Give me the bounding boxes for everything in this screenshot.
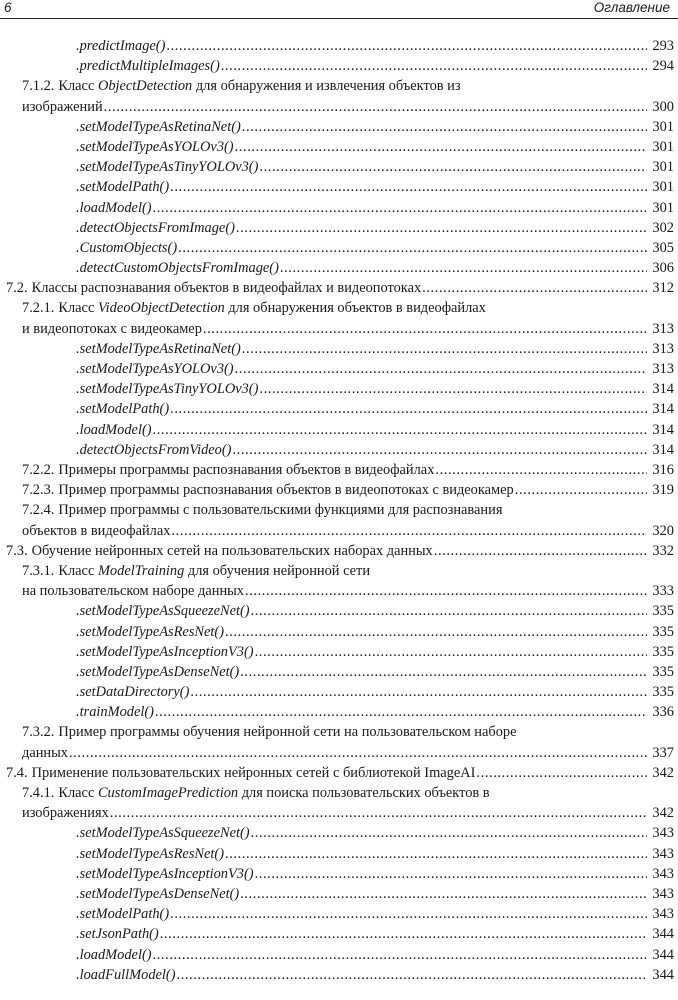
toc-entry[interactable] [22, 298, 678, 338]
toc-entry[interactable] [76, 56, 678, 76]
toc-method-name: .setModelTypeAsRetinaNet() [76, 340, 241, 357]
toc-entry-title: Класс [58, 785, 98, 802]
toc-section-number: 7.1.2. [22, 78, 55, 95]
leader-dots [69, 743, 647, 763]
toc-page-number: 344 [652, 926, 674, 943]
toc-section-number: 7.3. [6, 542, 28, 559]
toc-entry-first-line [22, 500, 678, 520]
toc-entry-first-line [22, 722, 678, 742]
toc-class-name: CustomImagePrediction [97, 785, 239, 802]
toc-entry[interactable] [76, 601, 678, 621]
toc-entry[interactable] [76, 864, 678, 884]
toc-entry[interactable] [76, 622, 678, 642]
toc-entry[interactable] [6, 763, 678, 783]
toc-page-number: 301 [652, 159, 674, 176]
leader-dots [170, 904, 647, 924]
toc-entry[interactable] [22, 561, 678, 601]
toc-page-number: 335 [652, 684, 674, 701]
toc-entry[interactable] [76, 823, 678, 843]
toc-entry-title: Пример программы с пользовательскими функциями для распознавания [58, 502, 503, 519]
toc-entry-title: Класс [58, 562, 98, 579]
leader-dots [190, 682, 647, 702]
toc-page-number: 302 [652, 219, 674, 236]
toc-entry[interactable] [76, 440, 678, 460]
toc-entry[interactable] [22, 480, 678, 500]
toc-page-number: 314 [652, 381, 674, 398]
toc-page-number: 313 [652, 340, 674, 357]
leader-dots [242, 117, 647, 137]
toc-entry-continuation [22, 803, 678, 823]
toc-entry-title: Примеры программы распознавания объектов в видеофайлах [58, 461, 435, 478]
toc-entry[interactable] [22, 722, 678, 762]
toc-method-name: .setModelTypeAsResNet() [76, 845, 224, 862]
toc-section-number: 7.4.1. [22, 785, 55, 802]
leader-dots [240, 884, 647, 904]
toc-entry[interactable] [22, 460, 678, 480]
toc-entry-title: Пример программы распознавания объектов в видеопотоках с видеокамер [58, 482, 514, 499]
toc-page-number: 335 [652, 643, 674, 660]
leader-dots [476, 763, 647, 783]
toc-page-number: 306 [652, 260, 674, 277]
toc-method-name: .setModelTypeAsRetinaNet() [76, 118, 241, 135]
leader-dots [225, 622, 647, 642]
toc-page-number: 301 [652, 118, 674, 135]
toc-method-name: .loadModel() [76, 421, 152, 438]
toc-page-number: 342 [652, 764, 674, 781]
toc-page-number: 314 [652, 441, 674, 458]
leader-dots [515, 480, 647, 500]
toc-method-name: .CustomObjects() [76, 239, 178, 256]
toc-entry[interactable] [6, 541, 678, 561]
leader-dots [240, 662, 647, 682]
toc-page-number: 336 [652, 704, 674, 721]
toc-section-number: 7.2.2. [22, 461, 55, 478]
leader-dots [166, 36, 647, 56]
leader-dots [221, 56, 647, 76]
toc-entry-title-cont: на пользовательском наборе данных [22, 583, 245, 600]
toc-entry[interactable] [76, 904, 678, 924]
leader-dots [160, 924, 647, 944]
toc-method-name: .setModelTypeAsSqueezeNet() [76, 825, 250, 842]
toc-page-number: 344 [652, 966, 674, 983]
leader-dots [155, 702, 647, 722]
running-title: Оглавление [593, 0, 670, 15]
leader-dots [255, 864, 647, 884]
toc-entry-title: Обучение нейронных сетей на пользовательских наборах данных [31, 542, 433, 559]
table-of-contents [0, 36, 678, 985]
toc-method-name: .loadModel() [76, 199, 152, 216]
toc-entry-title-cont: и видеопотоках с видеокамер [22, 320, 202, 337]
toc-page-number: 335 [652, 603, 674, 620]
toc-entry-title-rest: для поиска пользовательских объектов в [238, 785, 490, 802]
toc-page-number: 343 [652, 906, 674, 923]
toc-page-number: 293 [652, 38, 674, 54]
toc-method-name: .setModelPath() [76, 906, 170, 923]
toc-entry-first-line [22, 561, 678, 581]
toc-page-number: 335 [652, 663, 674, 680]
toc-method-name: .predictImage() [76, 38, 166, 54]
toc-page-number: 316 [652, 461, 674, 478]
toc-entry[interactable] [76, 924, 678, 944]
toc-entry-title: Применение пользовательских нейронных сетей с библиотекой ImageAI [31, 764, 476, 781]
toc-class-name: VideoObjectDetection [97, 300, 225, 317]
toc-section-number: 7.3.1. [22, 562, 55, 579]
toc-page-number: 300 [652, 98, 674, 115]
page-header [0, 0, 678, 19]
toc-entry[interactable] [22, 500, 678, 540]
toc-page-number: 314 [652, 421, 674, 438]
toc-method-name: .loadModel() [76, 946, 152, 963]
leader-dots [251, 823, 647, 843]
toc-method-name: .setModelPath() [76, 401, 170, 418]
toc-method-name: .setModelTypeAsYOLOv3() [76, 138, 234, 155]
toc-section-number: 7.3.2. [22, 724, 55, 741]
toc-entry[interactable] [76, 844, 678, 864]
toc-page-number: 335 [652, 623, 674, 640]
toc-entry-first-line [22, 298, 678, 318]
leader-dots [153, 945, 647, 965]
toc-page-number: 343 [652, 845, 674, 862]
toc-entry-title-rest: для обучения нейронной сети [184, 562, 371, 579]
toc-entry-title-rest: для обнаружения и извлечения объектов из [192, 78, 461, 95]
toc-entry[interactable] [76, 379, 678, 399]
leader-dots [242, 339, 647, 359]
toc-method-name: .setModelTypeAsInceptionV3() [76, 643, 254, 660]
toc-entry[interactable] [76, 399, 678, 419]
page-number: 6 [4, 0, 12, 15]
toc-page-number: 337 [652, 744, 674, 761]
leader-dots [280, 258, 647, 278]
toc-entry-continuation [22, 319, 678, 339]
toc-entry[interactable] [76, 884, 678, 904]
toc-entry-title-rest: для обнаружения объектов в видеофайлах [224, 300, 486, 317]
toc-method-name: .setJsonPath() [76, 926, 159, 943]
toc-entry[interactable] [76, 238, 678, 258]
toc-page-number: 314 [652, 401, 674, 418]
toc-method-name: .setModelTypeAsDenseNet() [76, 885, 240, 902]
toc-entry[interactable] [76, 36, 678, 56]
toc-page-number: 305 [652, 239, 674, 256]
toc-entry-title: Пример программы обучения нейронной сети на пользовательском наборе [58, 724, 517, 741]
toc-entry-title-cont: изображений [22, 98, 103, 115]
toc-method-name: .trainModel() [76, 704, 154, 721]
toc-entry[interactable] [76, 420, 678, 440]
toc-page-number: 312 [652, 280, 674, 297]
toc-entry[interactable] [76, 642, 678, 662]
toc-section-number: 7.2. [6, 280, 28, 297]
toc-method-name: .setModelTypeAsYOLOv3() [76, 361, 234, 378]
toc-section-number: 7.2.3. [22, 482, 55, 499]
toc-method-name: .setModelTypeAsTinyYOLOv3() [76, 159, 259, 176]
leader-dots [235, 359, 647, 379]
toc-entry[interactable] [76, 945, 678, 965]
toc-entry[interactable] [22, 76, 678, 116]
leader-dots [259, 379, 647, 399]
toc-entry-title-cont: данных [22, 744, 68, 761]
toc-method-name: .predictMultipleImages() [76, 58, 220, 75]
toc-entry[interactable] [76, 218, 678, 238]
toc-entry[interactable] [76, 965, 678, 985]
toc-entry[interactable] [76, 258, 678, 278]
toc-entry[interactable] [76, 198, 678, 218]
toc-method-name: .detectObjectsFromVideo() [76, 441, 232, 458]
leader-dots [434, 541, 647, 561]
toc-page-number: 294 [652, 58, 674, 75]
toc-entry-continuation [22, 97, 678, 117]
toc-entry-continuation [22, 521, 678, 541]
toc-page-number: 313 [652, 361, 674, 378]
leader-dots [110, 803, 647, 823]
toc-section-number: 7.2.1. [22, 300, 55, 317]
leader-dots [232, 440, 647, 460]
toc-entry-title: Класс [58, 300, 98, 317]
leader-dots [236, 218, 647, 238]
toc-entry-continuation [22, 581, 678, 601]
toc-entry[interactable] [76, 702, 678, 722]
toc-method-name: .detectCustomObjectsFromImage() [76, 260, 279, 277]
leader-dots [104, 97, 647, 117]
toc-page-number: 344 [652, 946, 674, 963]
toc-entry-title-cont: изображениях [22, 805, 109, 822]
toc-page-number: 301 [652, 138, 674, 155]
toc-entry-title: Класс [58, 78, 98, 95]
leader-dots [170, 399, 647, 419]
leader-dots [153, 198, 647, 218]
toc-method-name: .setModelTypeAsSqueezeNet() [76, 603, 250, 620]
toc-entry[interactable] [22, 783, 678, 823]
toc-entry[interactable] [76, 177, 678, 197]
leader-dots [225, 844, 647, 864]
toc-entry[interactable] [76, 662, 678, 682]
leader-dots [235, 137, 647, 157]
toc-entry[interactable] [76, 682, 678, 702]
toc-entry-title-cont: объектов в видеофайлах [22, 522, 171, 539]
toc-entry[interactable] [76, 157, 678, 177]
leader-dots [259, 157, 647, 177]
leader-dots [203, 319, 647, 339]
leader-dots [251, 601, 647, 621]
toc-page-number: 343 [652, 885, 674, 902]
toc-method-name: .setModelPath() [76, 179, 170, 196]
leader-dots [170, 177, 647, 197]
toc-method-name: .setModelTypeAsResNet() [76, 623, 224, 640]
toc-class-name: ObjectDetection [97, 78, 193, 95]
toc-entry-first-line [22, 76, 678, 96]
toc-page-number: 343 [652, 825, 674, 842]
toc-page-number: 333 [652, 583, 674, 600]
toc-page-number: 319 [652, 482, 674, 499]
toc-method-name: .detectObjectsFromImage() [76, 219, 235, 236]
toc-method-name: .loadFullModel() [76, 966, 176, 983]
leader-dots [177, 965, 647, 985]
toc-page-number: 342 [652, 805, 674, 822]
leader-dots [422, 278, 647, 298]
toc-entry[interactable] [6, 278, 678, 298]
toc-entry-title: Классы распознавания объектов в видеофайлах и видеопотоках [31, 280, 422, 297]
toc-entry[interactable] [76, 117, 678, 137]
leader-dots [255, 642, 647, 662]
toc-page-number: 313 [652, 320, 674, 337]
leader-dots [171, 521, 647, 541]
toc-page-number: 301 [652, 179, 674, 196]
leader-dots [153, 420, 647, 440]
toc-page-number: 320 [652, 522, 674, 539]
toc-entry-continuation [22, 743, 678, 763]
toc-entry[interactable] [76, 339, 678, 359]
leader-dots [178, 238, 647, 258]
toc-page-number: 343 [652, 865, 674, 882]
toc-section-number: 7.4. [6, 764, 28, 781]
toc-entry-first-line [22, 783, 678, 803]
toc-method-name: .setDataDirectory() [76, 684, 190, 701]
toc-entry[interactable] [76, 137, 678, 157]
toc-method-name: .setModelTypeAsTinyYOLOv3() [76, 381, 259, 398]
toc-page-number: 301 [652, 199, 674, 216]
toc-entry[interactable] [76, 359, 678, 379]
leader-dots [435, 460, 647, 480]
leader-dots [245, 581, 647, 601]
toc-page-number: 332 [652, 542, 674, 559]
toc-class-name: ModelTraining [97, 562, 185, 579]
toc-section-number: 7.2.4. [22, 502, 55, 519]
toc-method-name: .setModelTypeAsInceptionV3() [76, 865, 254, 882]
toc-method-name: .setModelTypeAsDenseNet() [76, 663, 240, 680]
